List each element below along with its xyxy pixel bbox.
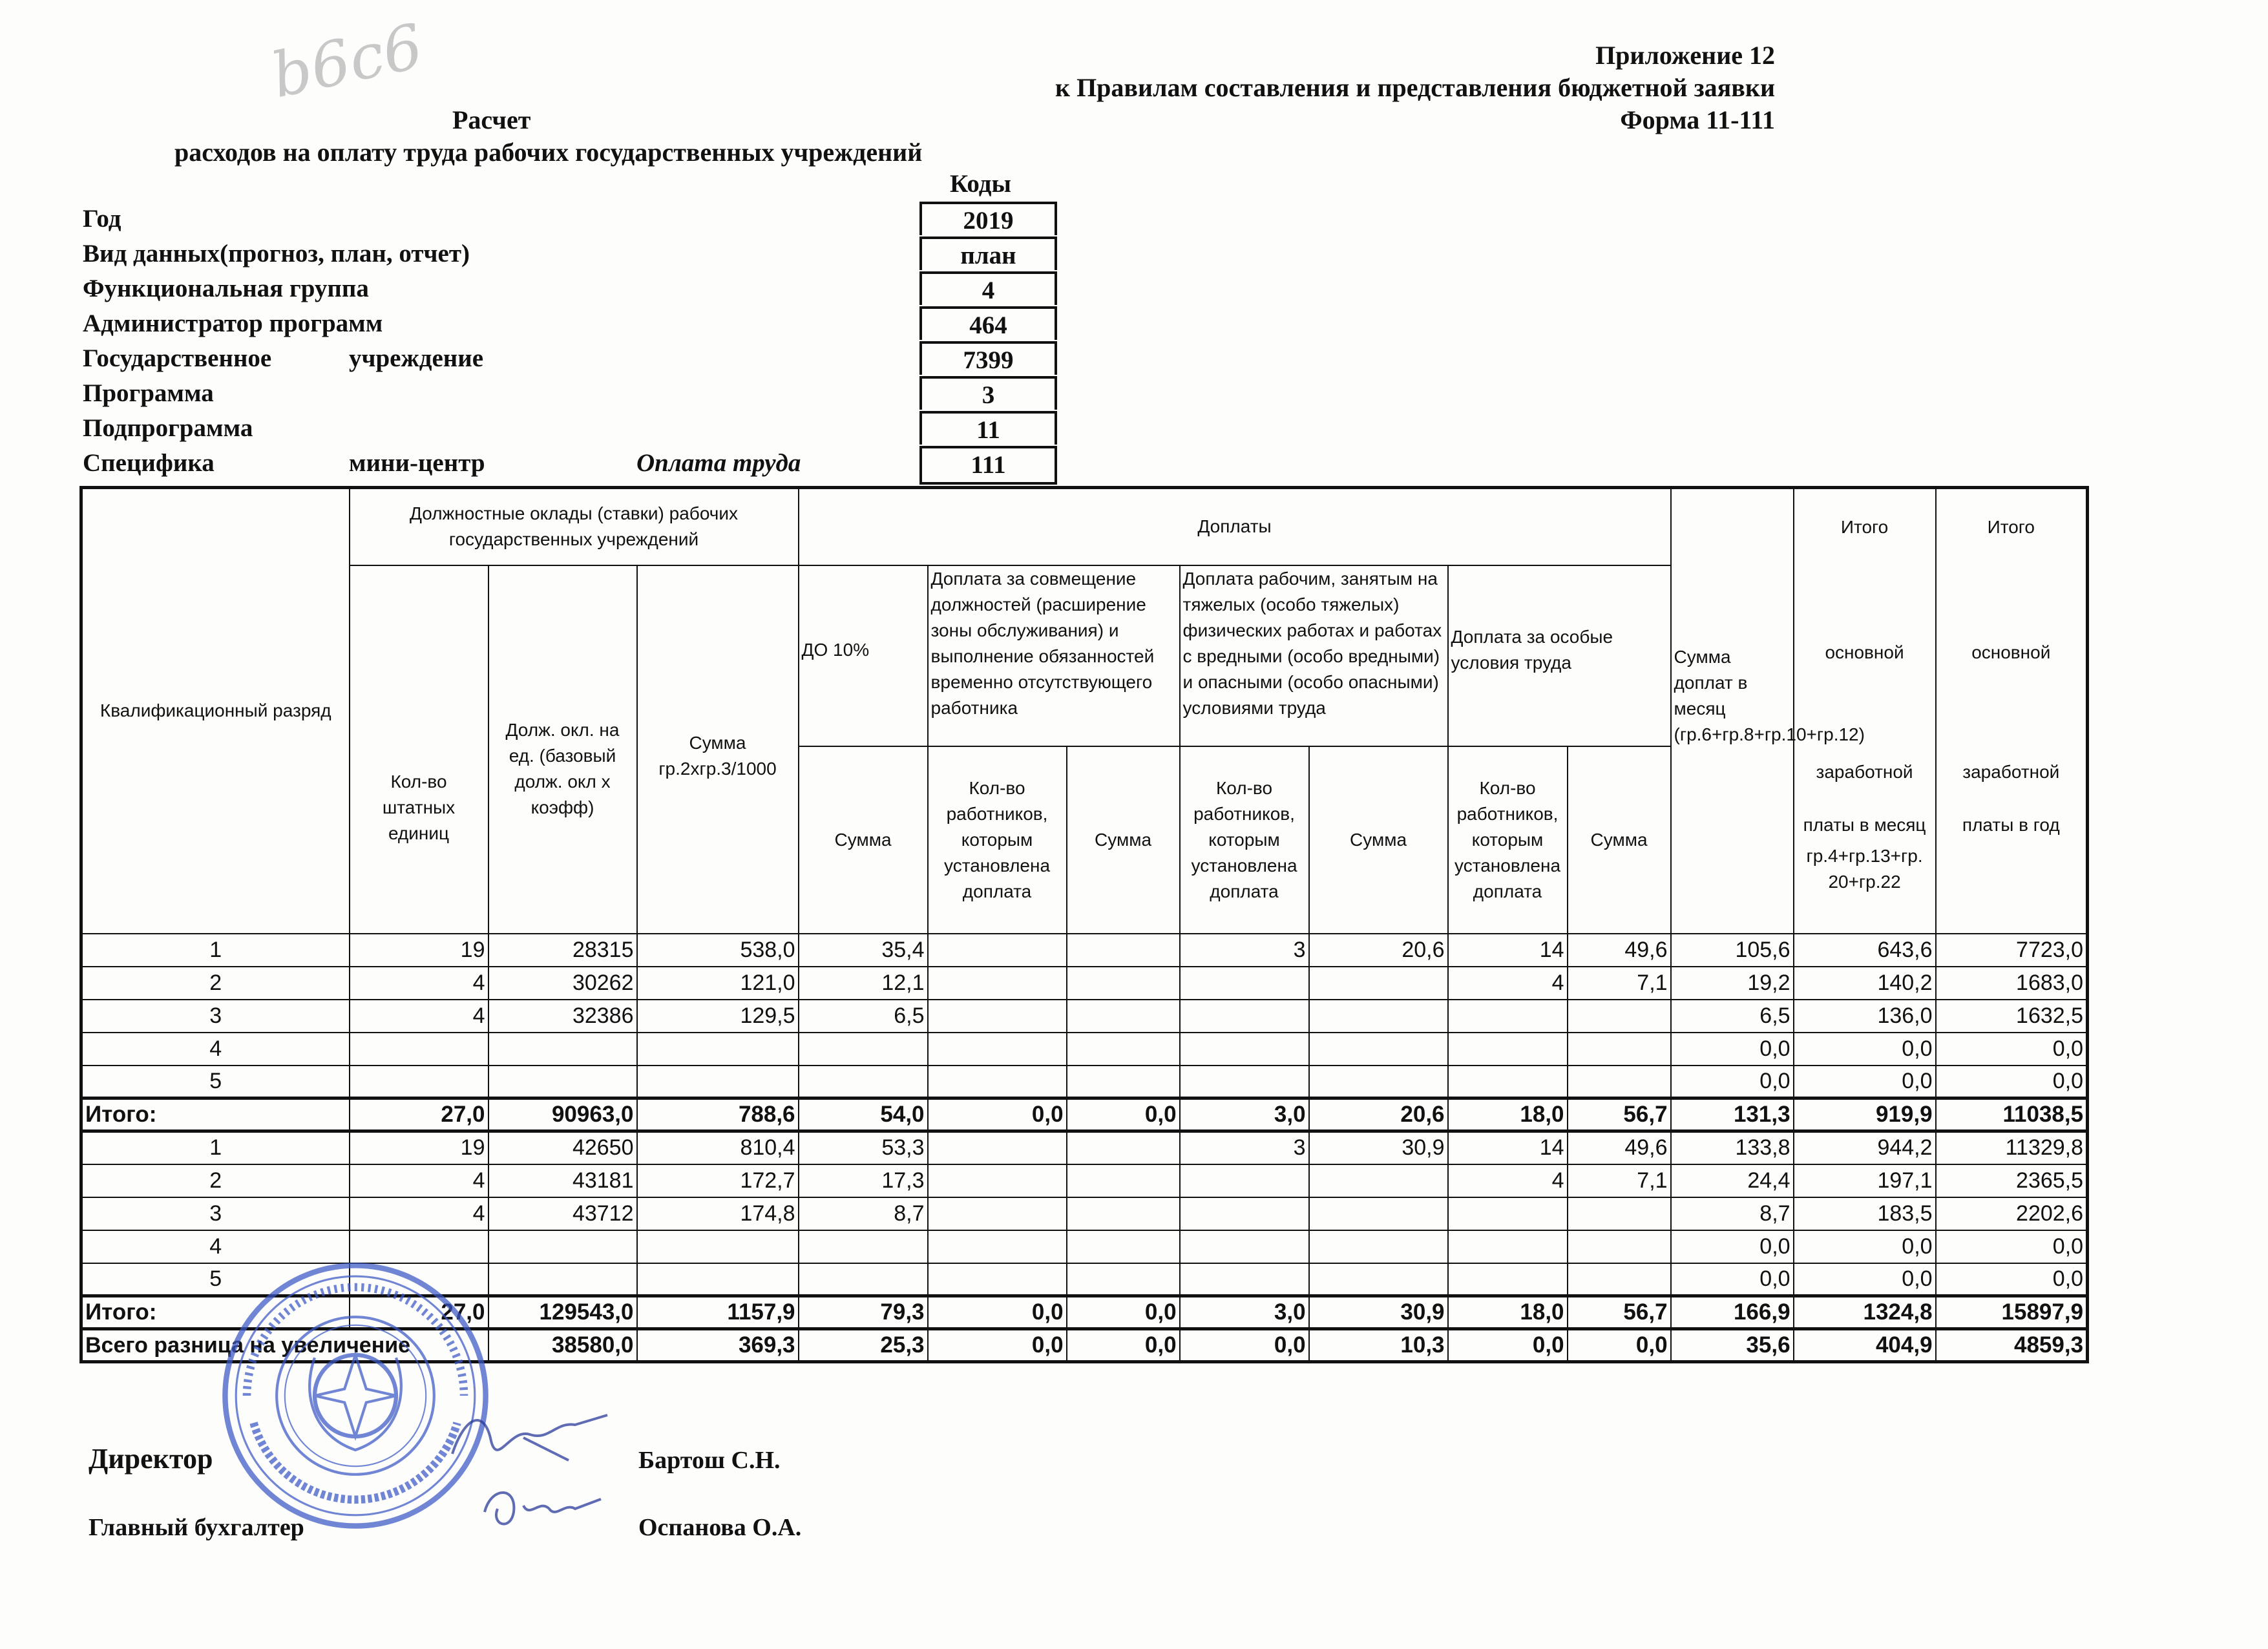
value-cell (799, 1066, 928, 1098)
value-cell: 2202,6 (1936, 1197, 2088, 1230)
value-cell: 56,7 (1568, 1296, 1671, 1329)
value-cell: 19 (350, 934, 488, 967)
value-cell: 17,3 (799, 1164, 928, 1197)
value-cell: 140,2 (1794, 967, 1936, 1000)
value-cell (1309, 1000, 1448, 1033)
value-cell: 129,5 (637, 1000, 799, 1033)
value-cell (928, 934, 1067, 967)
value-cell: 0,0 (1936, 1033, 2088, 1066)
value-cell (637, 1066, 799, 1098)
col-hard-sum-header: Сумма (1309, 746, 1448, 934)
value-cell: 136,0 (1794, 1000, 1936, 1033)
value-cell: 1157,9 (637, 1296, 799, 1329)
director-name: Бартош С.Н. (638, 1447, 781, 1474)
grade-cell: 4 (81, 1033, 350, 1066)
value-cell (1309, 1164, 1448, 1197)
value-cell: 35,6 (1671, 1329, 1794, 1362)
value-cell: 54,0 (799, 1098, 928, 1131)
value-cell (488, 1033, 637, 1066)
value-cell (488, 1263, 637, 1296)
value-cell: 4 (350, 967, 488, 1000)
value-cell: 4859,3 (1936, 1329, 2088, 1362)
value-cell (1568, 1033, 1671, 1066)
value-cell (1448, 1230, 1568, 1263)
code-specific: 111 (919, 446, 1057, 485)
value-cell: 20,6 (1309, 934, 1448, 967)
value-cell: 6,5 (799, 1000, 928, 1033)
col-salary-unit-header: Долж. окл. на ед. (базовый долж. окл х коэфф) (488, 565, 637, 934)
value-cell (1309, 1230, 1448, 1263)
value-cell (1067, 1033, 1180, 1066)
col-total-year-header: Итого (1936, 488, 2088, 565)
value-cell: 3,0 (1180, 1098, 1309, 1131)
value-cell: 4 (350, 1000, 488, 1033)
value-cell: 27,0 (350, 1098, 488, 1131)
value-cell: 404,9 (1794, 1329, 1936, 1362)
value-cell: 90963,0 (488, 1098, 637, 1131)
value-cell: 172,7 (637, 1164, 799, 1197)
grade-cell: 3 (81, 1000, 350, 1033)
col-allowances-group-header: Доплаты (799, 488, 1671, 565)
value-cell (1180, 1263, 1309, 1296)
value-cell (928, 1000, 1067, 1033)
value-cell (928, 1164, 1067, 1197)
value-cell: 0,0 (928, 1296, 1067, 1329)
value-cell: 18,0 (1448, 1098, 1568, 1131)
value-cell (350, 1066, 488, 1098)
value-cell: 3 (1180, 934, 1309, 967)
value-cell (1568, 1263, 1671, 1296)
value-cell: 3 (1180, 1131, 1309, 1164)
value-cell: 20,6 (1309, 1098, 1448, 1131)
value-cell (1067, 1263, 1180, 1296)
value-cell (488, 1230, 637, 1263)
value-cell: 10,3 (1309, 1329, 1448, 1362)
code-admin: 464 (919, 306, 1057, 340)
grade-cell: 4 (81, 1230, 350, 1263)
table-row (81, 967, 2088, 1000)
pencil-note: b6c6 (266, 10, 429, 112)
value-cell: 129543,0 (488, 1296, 637, 1329)
meta-label-specific: Специфика (83, 449, 215, 477)
pay-year-label: платы в год (1962, 814, 2060, 835)
value-cell (928, 1263, 1067, 1296)
value-cell: 42650 (488, 1131, 637, 1164)
value-cell: 7,1 (1568, 967, 1671, 1000)
value-cell: 18,0 (1448, 1296, 1568, 1329)
table-row (81, 1164, 2088, 1197)
meta-label-data-kind: Вид данных(прогноз, план, отчет) (83, 240, 470, 268)
value-cell: 174,8 (637, 1197, 799, 1230)
col-special-sum-header: Сумма (1568, 746, 1671, 934)
code-program: 3 (919, 376, 1057, 410)
salary-table (79, 486, 2089, 1363)
title-line-1: Расчет (452, 105, 531, 134)
value-cell: 8,7 (799, 1197, 928, 1230)
value-cell (1448, 1033, 1568, 1066)
value-cell: 919,9 (1794, 1098, 1936, 1131)
value-cell (1180, 967, 1309, 1000)
director-title: Директор (89, 1443, 213, 1475)
grade-cell: 1 (81, 1131, 350, 1164)
value-cell (1067, 1197, 1180, 1230)
value-cell (1067, 1000, 1180, 1033)
code-subprogram: 11 (919, 411, 1057, 445)
value-cell (1180, 1197, 1309, 1230)
value-cell (1067, 934, 1180, 967)
value-cell: 6,5 (1671, 1000, 1794, 1033)
value-cell: 12,1 (799, 967, 928, 1000)
value-cell: 43181 (488, 1164, 637, 1197)
value-cell (1180, 1066, 1309, 1098)
value-cell: 0,0 (928, 1329, 1067, 1362)
value-cell: 0,0 (1794, 1230, 1936, 1263)
value-cell (1067, 1131, 1180, 1164)
value-cell: 788,6 (637, 1098, 799, 1131)
grade-cell: 3 (81, 1197, 350, 1230)
value-cell (928, 967, 1067, 1000)
table-row (81, 1197, 2088, 1230)
value-cell: 0,0 (1067, 1296, 1180, 1329)
value-cell: 8,7 (1671, 1197, 1794, 1230)
meta-label-subprogram: Подпрограмма (83, 414, 253, 442)
value-cell (488, 1066, 637, 1098)
value-cell: 38580,0 (488, 1329, 637, 1362)
value-cell: 4 (350, 1164, 488, 1197)
col-special-header: Доплата за особые условия труда (1448, 565, 1671, 746)
value-cell (1180, 1230, 1309, 1263)
value-cell (637, 1263, 799, 1296)
value-cell (1180, 1164, 1309, 1197)
value-cell: 197,1 (1794, 1164, 1936, 1197)
value-cell: 14 (1448, 934, 1568, 967)
value-cell (1180, 1033, 1309, 1066)
value-cell (799, 1033, 928, 1066)
value-cell: 183,5 (1794, 1197, 1936, 1230)
meta-label-program: Программа (83, 379, 214, 407)
value-cell: 11329,8 (1936, 1131, 2088, 1164)
value-cell: 4 (350, 1197, 488, 1230)
value-cell (1448, 1066, 1568, 1098)
col-hard-header: Доплата рабочим, занятым на тяжелых (особо тяжелых) физических работах и работах с вредными (особо вредными) и опасными (особо опасными) условиями труда (1180, 565, 1448, 746)
value-cell (1067, 1164, 1180, 1197)
value-cell: 27,0 (350, 1296, 488, 1329)
value-cell: 49,6 (1568, 1131, 1671, 1164)
grade-cell: 5 (81, 1263, 350, 1296)
col-staff-count-header: Кол-во штатных единиц (350, 565, 488, 934)
value-cell (1309, 967, 1448, 1000)
title-line-2: расходов на оплату труда рабочих государственных учреждений (174, 138, 923, 167)
value-cell: 1324,8 (1794, 1296, 1936, 1329)
value-cell: 0,0 (1794, 1263, 1936, 1296)
table-row (81, 1230, 2088, 1263)
wage-label-month: заработной (1816, 761, 1913, 782)
value-cell (350, 1230, 488, 1263)
col-wage-year-header (1936, 746, 2088, 934)
meta-label-specific-3: Оплата труда (636, 449, 801, 477)
value-cell: 0,0 (1794, 1033, 1936, 1066)
value-cell (637, 1230, 799, 1263)
value-cell: 19 (350, 1131, 488, 1164)
codes-title: Коды (950, 170, 1011, 198)
table-row (81, 934, 2088, 967)
accountant-title: Главный бухгалтер (89, 1514, 304, 1541)
value-cell: 131,3 (1671, 1098, 1794, 1131)
table-row (81, 1131, 2088, 1164)
total-label: Всего разница на увеличение (81, 1329, 488, 1362)
table-row (81, 1066, 2088, 1098)
value-cell (1180, 1000, 1309, 1033)
meta-label-func-group: Функциональная группа (83, 275, 369, 302)
value-cell: 30,9 (1309, 1131, 1448, 1164)
value-cell (1568, 1230, 1671, 1263)
value-cell: 369,3 (637, 1329, 799, 1362)
value-cell: 11038,5 (1936, 1098, 2088, 1131)
grade-cell: 2 (81, 1164, 350, 1197)
meta-label-admin: Администратор программ (83, 310, 383, 337)
value-cell (928, 1033, 1067, 1066)
col-combine-sum-header: Сумма (1067, 746, 1180, 934)
value-cell: 79,3 (799, 1296, 928, 1329)
value-cell: 121,0 (637, 967, 799, 1000)
value-cell: 0,0 (1936, 1263, 2088, 1296)
col-combine-workers-header: Кол-во работников, которым установлена доплата (928, 746, 1067, 934)
col-qual-header: Квалификационный разряд (81, 488, 350, 934)
value-cell (1067, 1230, 1180, 1263)
value-cell: 0,0 (1067, 1098, 1180, 1131)
value-cell: 32386 (488, 1000, 637, 1033)
value-cell: 14 (1448, 1131, 1568, 1164)
value-cell: 0,0 (1067, 1329, 1180, 1362)
grade-cell: 1 (81, 934, 350, 967)
value-cell: 0,0 (1936, 1230, 2088, 1263)
total-label: Итого: (81, 1098, 350, 1131)
col-do10-header: ДО 10% (799, 565, 928, 746)
col-combine-header: Доплата за совмещение должностей (расширение зоны обслуживания) и выполнение обязанностей временно отсутствующего работника (928, 565, 1180, 746)
value-cell: 0,0 (1794, 1066, 1936, 1098)
meta-label-institution-2: учреждение (349, 344, 484, 372)
code-institution: 7399 (919, 341, 1057, 375)
director-signature (446, 1402, 614, 1473)
value-cell: 0,0 (1671, 1230, 1794, 1263)
col-total-month-header: Итого (1794, 488, 1936, 565)
col-salary-sum-header: Сумма гр.2хгр.3/1000 (637, 565, 799, 934)
value-cell (928, 1197, 1067, 1230)
value-cell (1448, 1263, 1568, 1296)
rules-reference: к Правилам составления и представления бюджетной заявки (1055, 73, 1775, 102)
value-cell: 43712 (488, 1197, 637, 1230)
value-cell: 56,7 (1568, 1098, 1671, 1131)
value-cell (799, 1230, 928, 1263)
value-cell (637, 1033, 799, 1066)
meta-label-specific-2: мини-центр (349, 449, 485, 477)
stamp-mark (225, 1265, 485, 1526)
value-cell: 0,0 (1936, 1066, 2088, 1098)
value-cell: 810,4 (637, 1131, 799, 1164)
value-cell (350, 1033, 488, 1066)
col-hard-workers-header: Кол-во работников, которым установлена доплата (1180, 746, 1309, 934)
code-data-kind: план (919, 236, 1057, 270)
col-monthly-extra-header: Сумма доплат в месяц (гр.6+гр.8+гр.10+гр.12) (1671, 488, 1794, 934)
table-row (81, 1033, 2088, 1066)
value-cell: 3,0 (1180, 1296, 1309, 1329)
total-row (81, 1098, 2088, 1131)
value-cell: 53,3 (799, 1131, 928, 1164)
meta-label-institution: Государственное (83, 344, 272, 372)
value-cell (1067, 967, 1180, 1000)
value-cell: 7723,0 (1936, 934, 2088, 967)
official-stamp (220, 1260, 491, 1531)
accountant-name: Оспанова О.А. (638, 1514, 802, 1541)
value-cell (1309, 1033, 1448, 1066)
value-cell: 944,2 (1794, 1131, 1936, 1164)
value-cell: 30,9 (1309, 1296, 1448, 1329)
pay-month-label: платы в месяц (1803, 814, 1926, 835)
value-cell: 49,6 (1568, 934, 1671, 967)
value-cell: 28315 (488, 934, 637, 967)
value-cell (1568, 1066, 1671, 1098)
value-cell (1067, 1066, 1180, 1098)
value-cell: 2365,5 (1936, 1164, 2088, 1197)
accountant-signature (478, 1480, 607, 1538)
value-cell: 0,0 (928, 1098, 1067, 1131)
value-cell: 35,4 (799, 934, 928, 967)
grade-cell: 2 (81, 967, 350, 1000)
value-cell: 19,2 (1671, 967, 1794, 1000)
value-cell: 0,0 (1568, 1329, 1671, 1362)
value-cell: 166,9 (1671, 1296, 1794, 1329)
form-number: Форма 11-111 (1620, 105, 1775, 134)
value-cell (1309, 1066, 1448, 1098)
value-cell (799, 1263, 928, 1296)
code-year: 2019 (919, 202, 1057, 235)
value-cell (1309, 1197, 1448, 1230)
value-cell (928, 1230, 1067, 1263)
col-special-workers-header: Кол-во работников, которым установлена доплата (1448, 746, 1568, 934)
total-label: Итого: (81, 1296, 350, 1329)
value-cell: 0,0 (1180, 1329, 1309, 1362)
pay-month-formula: гр.4+гр.13+гр. 20+гр.22 (1806, 845, 1923, 892)
value-cell: 4 (1448, 1164, 1568, 1197)
value-cell: 1683,0 (1936, 967, 2088, 1000)
col-wage-month-header (1794, 746, 1936, 934)
col-salaries-group-header: Должностные оклады (ставки) рабочих государственных учреждений (350, 488, 799, 565)
value-cell (1568, 1000, 1671, 1033)
value-cell (1568, 1197, 1671, 1230)
value-cell: 1632,5 (1936, 1000, 2088, 1033)
value-cell: 133,8 (1671, 1131, 1794, 1164)
value-cell: 643,6 (1794, 934, 1936, 967)
table-row (81, 1000, 2088, 1033)
value-cell: 4 (1448, 967, 1568, 1000)
col-do10-sum-header: Сумма (799, 746, 928, 934)
value-cell: 24,4 (1671, 1164, 1794, 1197)
meta-label-year: Год (83, 205, 121, 233)
col-basic-month-header: основной (1794, 565, 1936, 746)
value-cell (1448, 1000, 1568, 1033)
value-cell: 0,0 (1671, 1263, 1794, 1296)
value-cell (1309, 1263, 1448, 1296)
value-cell: 30262 (488, 967, 637, 1000)
col-basic-year-header: основной (1936, 565, 2088, 746)
value-cell (1448, 1197, 1568, 1230)
value-cell: 105,6 (1671, 934, 1794, 967)
value-cell (928, 1131, 1067, 1164)
value-cell: 0,0 (1671, 1066, 1794, 1098)
code-func-group: 4 (919, 271, 1057, 305)
value-cell: 25,3 (799, 1329, 928, 1362)
value-cell: 7,1 (1568, 1164, 1671, 1197)
value-cell: 0,0 (1448, 1329, 1568, 1362)
grade-cell: 5 (81, 1066, 350, 1098)
value-cell: 538,0 (637, 934, 799, 967)
value-cell: 15897,9 (1936, 1296, 2088, 1329)
wage-label-year: заработной (1962, 761, 2060, 782)
value-cell (928, 1066, 1067, 1098)
value-cell: 0,0 (1671, 1033, 1794, 1066)
appendix-number: Приложение 12 (1595, 41, 1775, 70)
